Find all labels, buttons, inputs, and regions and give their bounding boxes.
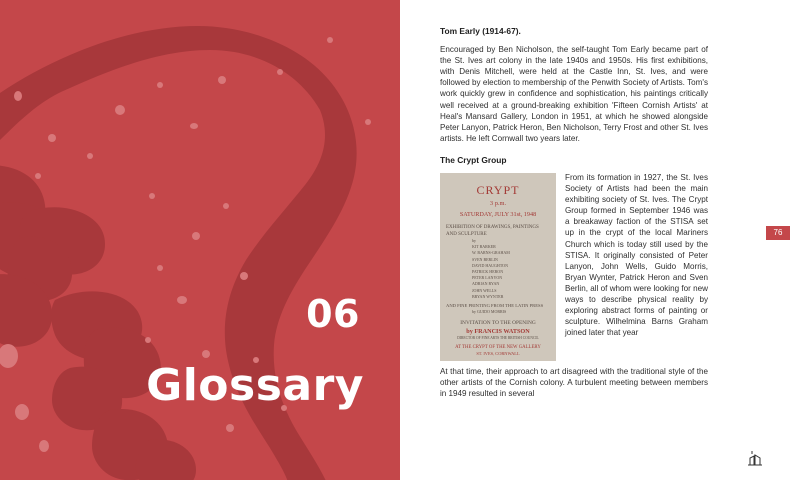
- poster-artist: JOHN WELLS: [472, 287, 497, 293]
- chapter-number: 06: [306, 292, 360, 336]
- text-column: [440, 26, 708, 410]
- glossary-page: [400, 0, 800, 480]
- poster-by: by: [472, 238, 476, 243]
- entry-heading-tom-early: Tom Early (1914-67).: [440, 26, 521, 36]
- entry-text-crypt-group-continued: At that time, their approach to art disagreed with the traditional style of the other artists of the Cornish colony. A turbulent meeting between members in 1949 resulted in several: [440, 367, 708, 399]
- page-number-tab: 76: [766, 226, 790, 240]
- poster-fine-printing-by: by GUIDO MORRIS: [472, 309, 507, 315]
- crypt-exhibition-poster-image: [440, 173, 556, 361]
- poster-artist: SVEN BERLIN: [472, 256, 498, 262]
- poster-date: SATURDAY, JULY 31st, 1948: [459, 211, 537, 218]
- poster-venue: AT THE CRYPT OF THE NEW GALLERY: [455, 345, 541, 351]
- entry-text-tom-early: Encouraged by Ben Nicholson, the self-taught Tom Early became part of the St. Ives art colony in the late 1940s and 1950s. His first exhibitions, with Denis Mitchell, were held at the Castle Inn, St. Ives, and were followed by election to membership of the Penwith Society of Artists. Tom's work quickly grew in confidence and sophistication, his paintings critically well received at a ground-breaking exhibition 'Fifteen Cornish Artists' at Heal's Mansard Gallery, London in 1951, at which he showed alongside Peter Lanyon, Patrick Heron, Ben Nicholson, Terry Frost and other St. Ives artists. He left Cornwall two years later.: [440, 45, 708, 143]
- poster-fine-printing: AND FINE PRINTING FROM THE LATIN PRESS: [446, 303, 544, 309]
- poster-artist: PATRICK HERON: [472, 269, 504, 275]
- poster-artist: ADRIAN RYAN: [472, 281, 500, 287]
- poster-artist: KIT BARKER: [472, 244, 496, 250]
- chapter-title: Glossary: [146, 360, 364, 411]
- entry-text-crypt-group: From its formation in 1927, the St. Ives Society of Artists had been the main exhibiting society of St. Ives. The Crypt Group formed in September 1946 was a breakaway faction of the STISA set up in the crypt of the local Mariners Church which is today still used by the STISA. It originally consisted of Peter Lanyon, John Wells, Guido Morris, Bryan Wynter, Patrick Heron and Sven Berlin, all of whom were looking for new ways to describe physical reality by exploring abstract forms of painting or sculpture. Wilhelmina Barns Graham joined later that year: [565, 173, 708, 338]
- poster-title: CRYPT: [476, 183, 520, 197]
- book-publisher-icon: [746, 450, 764, 468]
- poster-artist: PETER LANYON: [472, 275, 503, 281]
- poster-exhibition: EXHIBITION OF DRAWINGS, PAINTINGS AND SCULPTURE: [446, 225, 539, 237]
- poster-time: 3 p.m.: [489, 200, 507, 207]
- entry-heading-crypt-group: The Crypt Group: [440, 154, 507, 165]
- poster-opener: by FRANCIS WATSON: [466, 328, 530, 336]
- poster-artist: DAVID HAUGHTON: [472, 262, 508, 268]
- crypt-group-block: [440, 173, 708, 366]
- poster-town: ST. IVES, CORNWALL: [476, 351, 520, 357]
- poster-artist: W. BARNS-GRAHAM: [472, 250, 510, 256]
- poster-opener-title: DIRECTOR OF FINE ARTS THE BRITISH COUNCIL: [457, 336, 539, 341]
- poster-artist: BRYAN WYNTER: [472, 293, 504, 299]
- blob-shape-10: [136, 439, 196, 480]
- poster-invitation: INVITATION TO THE OPENING: [460, 320, 536, 327]
